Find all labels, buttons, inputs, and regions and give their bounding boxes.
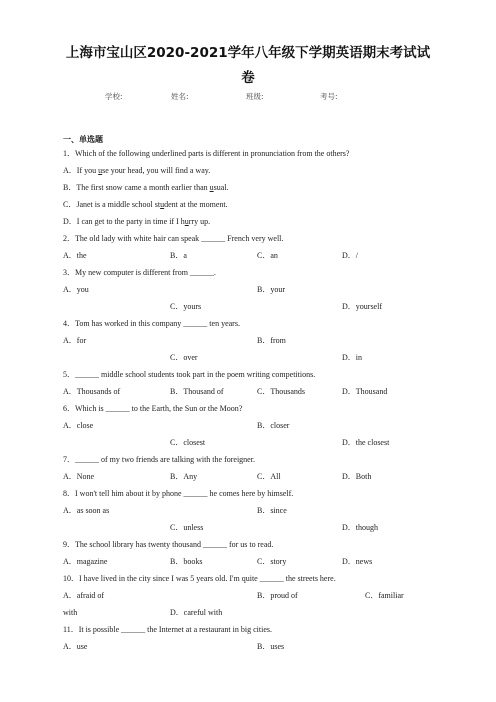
q3-option-a: A．you — [63, 285, 89, 294]
q10-options-row2 — [63, 607, 443, 619]
q6-option-c: C．closest — [170, 438, 206, 447]
q2-stem: 2．The old lady with white hair can speak ______ French very well. — [63, 234, 284, 243]
q11-options-row1 — [63, 641, 443, 653]
q4-stem: 4．Tom has worked in this company ______ ten years. — [63, 319, 240, 328]
q5-stem: 5．______ middle school students took part in the poem writing competitions. — [63, 370, 316, 379]
q2-option-d: D．/ — [342, 251, 358, 260]
q2-option-a: A．the — [63, 251, 87, 260]
q4-options-row1 — [63, 335, 443, 347]
q5-option-b: B．Thousand of — [170, 387, 224, 396]
q8-option-c: C．unless — [170, 523, 204, 532]
q7-stem: 7．______ of my two friends are talking with the foreigner. — [63, 455, 255, 464]
q9-option-a: A．magazine — [63, 557, 108, 566]
q8-options-row1 — [63, 505, 443, 517]
number-label: 考号: — [320, 92, 338, 101]
q7-option-b: B．Any — [170, 472, 198, 481]
q9-option-d: D．news — [342, 557, 373, 566]
q4-option-d: D．in — [342, 353, 362, 362]
q1-option-a: A．If you use your head, you will find a way. — [63, 166, 211, 175]
q1-option-b: B．The first snow came a month earlier than usual. — [63, 183, 229, 192]
class-label: 班级: — [246, 92, 264, 101]
q8-option-a: A．as soon as — [63, 506, 110, 515]
q3-option-b: B．your — [257, 285, 285, 294]
q8-option-d: D．though — [342, 523, 378, 532]
exam-title-continued: 卷 — [241, 70, 255, 86]
q4-option-c: C．over — [170, 353, 198, 362]
q6-option-d: D．the closest — [342, 438, 390, 447]
q10-option-b: B．proud of — [257, 591, 298, 600]
q7-option-d: D．Both — [342, 472, 372, 481]
q7-option-a: A．None — [63, 472, 95, 481]
q11-stem: 11．It is possible ______ the Internet at a restaurant in big cities. — [63, 625, 272, 634]
q5-option-a: A．Thousands of — [63, 387, 121, 396]
q3-option-d: D．yourself — [342, 302, 382, 311]
q6-stem: 6．Which is ______ to the Earth, the Sun or the Moon? — [63, 404, 243, 413]
q3-stem: 3．My new computer is different from ______. — [63, 268, 216, 277]
q9-options — [63, 556, 443, 568]
q3-option-c: C．yours — [170, 302, 202, 311]
section-title: 一、单选题 — [63, 135, 103, 144]
q6-option-a: A．close — [63, 421, 94, 430]
name-label: 姓名: — [171, 92, 189, 101]
q1-option-d: D．I can get to the party in time if I hurry up. — [63, 217, 211, 226]
q9-option-c: C．story — [257, 557, 287, 566]
q6-options-row1 — [63, 420, 443, 432]
q4-option-a: A．for — [63, 336, 87, 345]
exam-title: 上海市宝山区2020-2021学年八年级下学期英语期末考试试 — [65, 45, 431, 61]
q11-option-a: A．use — [63, 642, 88, 651]
q5-option-c: C．Thousands — [257, 387, 305, 396]
q6-options-row2 — [63, 437, 443, 449]
q7-options — [63, 471, 443, 483]
q1-option-c: C．Janet is a middle school student at the moment. — [63, 200, 228, 209]
q3-options-row2 — [63, 301, 443, 313]
q10-option-c: C．familiar — [365, 591, 404, 600]
q1-stem: 1．Which of the following underlined parts is different in pronunciation from the others? — [63, 149, 350, 158]
q11-option-b: B．uses — [257, 642, 285, 651]
q10-option-d: D．careful with — [170, 608, 223, 617]
q10-option-a: A．afraid of — [63, 591, 105, 600]
q5-options — [63, 386, 443, 398]
q9-option-b: B．books — [170, 557, 203, 566]
q4-option-b: B．from — [257, 336, 286, 345]
school-label: 学校: — [105, 92, 123, 101]
q10-option-c-continued: with — [63, 608, 78, 617]
q2-option-c: C．an — [257, 251, 278, 260]
q9-stem: 9．The school library has twenty thousand ______ for us to read. — [63, 540, 274, 549]
q7-option-c: C．All — [257, 472, 281, 481]
q4-options-row2 — [63, 352, 443, 364]
q2-options — [63, 250, 443, 262]
q8-options-row2 — [63, 522, 443, 534]
student-info-row — [0, 91, 496, 103]
q6-option-b: B．closer — [257, 421, 290, 430]
q10-options-row1 — [63, 590, 443, 602]
q10-stem: 10．I have lived in the city since I was 5 years old. I'm quite ______ the streets here. — [63, 574, 336, 583]
q8-stem: 8．I won't tell him about it by phone ______ he comes here by himself. — [63, 489, 294, 498]
q8-option-b: B．since — [257, 506, 287, 515]
q5-option-d: D．Thousand — [342, 387, 388, 396]
q3-options-row1 — [63, 284, 443, 296]
q2-option-b: B．a — [170, 251, 187, 260]
